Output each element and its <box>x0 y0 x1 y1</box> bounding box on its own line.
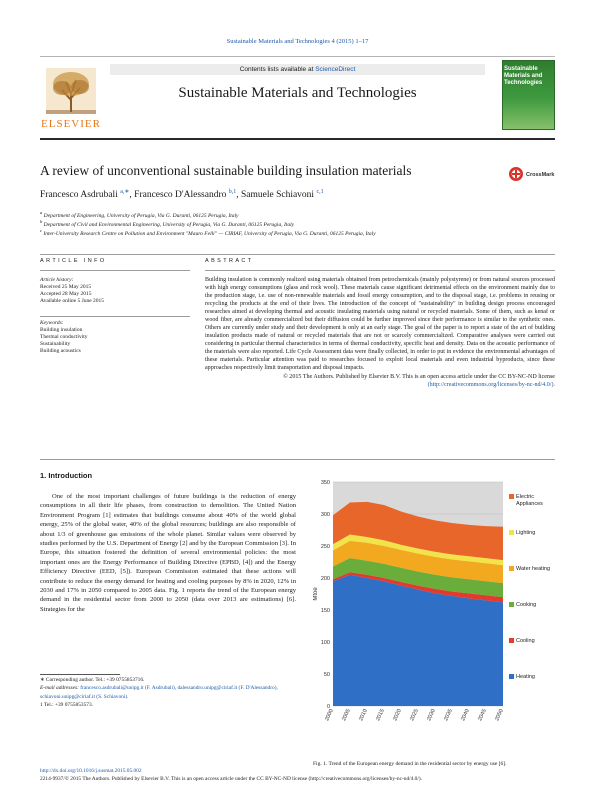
author-name: Francesco Asdrubali <box>40 190 118 201</box>
y-tick-label: 150 <box>320 608 330 614</box>
abstract-text <box>205 277 555 390</box>
x-tick-label: 2045 <box>477 708 488 722</box>
contents-line <box>110 64 485 75</box>
y-tick-label: 350 <box>320 480 330 486</box>
legend-label: Heating <box>516 674 535 680</box>
publisher-name: ELSEVIER <box>41 118 101 130</box>
keyword: Sustainability <box>40 341 71 347</box>
header-rule-top <box>40 56 555 57</box>
x-tick-label: 2005 <box>341 708 352 722</box>
corresponding-author-note: ∗ Corresponding author. Tel.: +39 0755853716. <box>40 677 145 683</box>
author-sup[interactable]: a,∗ <box>120 189 130 195</box>
affiliation-sup: a <box>40 210 43 215</box>
license-line <box>205 374 555 382</box>
x-tick-label: 2035 <box>443 708 454 722</box>
legend-label: Appliances <box>516 501 543 507</box>
legend-swatch <box>509 566 514 571</box>
x-tick-label: 2010 <box>358 708 369 722</box>
abstract-body: Building insulation is commonly realized using materials obtained from petrochemicals (mainly polystyrene) or from natural sources processed with high energy consumptions (glass and rock wool). These materials cause significant detrimental effects on the environment mainly due to the production stage, i.e. use of non-renewable materials and fossil energy consumption, and to the disposal stage, i.e. problems in reusing or recycling the products at the end of their lives. The introduction of the concept of "sustainability" in building design process encouraged researches aimed at developing thermal and acoustic insulating materials using natural or recycled materials. Some of them, such as kenaf or wood fiber, are already commercialized but their diffusion could be further improved since their performance is similar to the synthetic ones. Others are currently under study and their development is only at an early stage. The goal of the paper is to report a state of the art of building insulation products made of natural or recycled materials that are not or scarcely commercialized. Comparative analyses were carried out considering in particular thermal characteristics in terms of thermal conductivity, specific heat and density. Data on the acoustic performance of the materials were also reported. Life Cycle Assessment data were finally collected, in order to put in evidence the environmental advantages of these materials. Particular attention was paid to researches focused to exploit local materials and even industrial byproducts, since these approaches respectively limit transportation and disposal impacts. <box>205 277 555 371</box>
y-tick-label: 0 <box>326 704 330 710</box>
author-sup[interactable]: b,1 <box>228 189 237 195</box>
history-online: Available online 5 June 2015 <box>40 298 105 304</box>
legend-label: Water heating <box>516 566 551 572</box>
contents-prefix: Contents lists available at <box>239 66 316 73</box>
keyword: Building insulation <box>40 327 83 333</box>
history-received: Received 25 May 2015 <box>40 284 92 290</box>
abstract-rule <box>205 270 555 271</box>
email-label: E-mail addresses: <box>40 685 79 692</box>
x-tick-label: 2000 <box>324 708 335 722</box>
footnote-1: 1 Tel.: +39 0755853573. <box>40 702 94 709</box>
y-tick-label: 300 <box>320 512 330 518</box>
affiliation-sup: b <box>40 219 43 224</box>
license-url[interactable]: (http://creativecommons.org/licenses/by-nc-nd/4.0/). <box>427 381 555 388</box>
journal-cover-title: Sustainable Materials and Technologies <box>504 66 543 86</box>
affiliation-sup: c <box>40 228 43 233</box>
y-tick-label: 200 <box>320 576 330 582</box>
affiliation-a <box>40 210 555 219</box>
keywords <box>40 320 190 355</box>
legend-swatch <box>509 674 514 679</box>
y-tick-label: 100 <box>320 640 330 646</box>
legend-label: Lighting <box>516 530 536 536</box>
figure-1-chart <box>313 476 558 776</box>
x-tick-label: 2040 <box>460 708 471 722</box>
author-list: Francesco Asdrubali $^{a,∗}$, Francesco D'Alessandro $^{b,1}$, Samuele Schiavoni $^{c,1}$ <box>40 189 324 201</box>
email-addresses[interactable]: francesco.asdrubali@unipg.it (F. Asdrubali), dalessandro.unipg@ciriaf.it (F. D'Alessandro), schiavoni.unipg@ciriaf.it (S. Schiavoni). <box>40 685 278 700</box>
legend-swatch <box>509 494 514 499</box>
keywords-label: Keywords: <box>40 320 64 326</box>
affiliation-b <box>40 219 555 228</box>
doi-link[interactable]: http://dx.doi.org/10.1016/j.susmat.2015.05.002 <box>40 768 142 774</box>
legend-label: Cooling <box>516 638 535 644</box>
section-rule <box>40 459 555 460</box>
legend-swatch <box>509 602 514 607</box>
footnote-rule <box>40 674 120 675</box>
history-accepted: Accepted 28 May 2015 <box>40 291 92 297</box>
y-axis-label: Mtoe <box>313 587 319 601</box>
y-tick-label: 50 <box>323 672 330 678</box>
affiliation-c <box>40 228 555 237</box>
keyword: Thermal conductivity <box>40 334 88 340</box>
x-tick-label: 2025 <box>409 708 420 722</box>
sciencedirect-link[interactable]: ScienceDirect <box>315 66 356 73</box>
license-text: © 2015 The Authors. Published by Elsevier B.V. This is an open access article under the CC BY-NC-ND license <box>283 373 555 380</box>
history-label: Article history: <box>40 277 74 283</box>
article-title: A review of unconventional sustainable building insulation materials <box>40 163 412 178</box>
affiliation-text: Department of Engineering, University of Perugia, Via G. Duranti, 06125 Perugia, Italy <box>43 212 239 219</box>
y-tick-label: 250 <box>320 544 330 550</box>
abstract-label: ABSTRACT <box>205 258 254 264</box>
author-sup[interactable]: c,1 <box>316 189 324 195</box>
figure-caption: Fig. 1. Trend of the European energy demand in the residential sector by energy use [6]. <box>313 761 507 767</box>
article-history <box>40 277 190 305</box>
copyright-line: 2214-9937/© 2015 The Authors. Published by Elsevier B.V. This is an open access article under the CC BY-NC-ND license (http://creativecommons.org/licenses/by-nc-nd/4.0/). <box>40 775 423 782</box>
legend-label: Cooking <box>516 602 537 608</box>
info-rule <box>40 270 190 271</box>
affiliation-text: Department of Civil and Environmental Engineering, University of Perugia, Via G. Duranti, 06125 Perugia, Italy <box>43 221 295 228</box>
email-note <box>40 684 300 701</box>
keyword: Building acoustics <box>40 348 81 354</box>
x-tick-label: 2015 <box>375 708 386 722</box>
legend-swatch <box>509 530 514 535</box>
legend-swatch <box>509 638 514 643</box>
section-heading: 1. Introduction <box>40 471 93 480</box>
footnotes <box>40 676 300 710</box>
running-head <box>0 38 595 45</box>
intro-paragraph: One of the most important challenges of future buildings is the reduction of energy consumptions in all their life phases, from construction to demolition. The United Nation Environment Program [1] estimates that buildings consume about 40% of the world global energy, 25% of the global water, 40% of the global resources; buildings are also responsible of about 1/3 of greenhouse gas emissions of the whole planet. Similar values were observed by studies performed by the U.S. Department of Energy [2] and by the European Commission [3]. In Europe, this situation fostered the definition of several environmental policies: the most important ones are the Energy Performance of Building Directive (EPBD, [4]) and the Energy Efficiency Directive (EED, [5]). European Commission estimated that these actions will contribute to reduce the energy demand for heating and cooling purposes by 8% in 2020, 12% in 2030 and 17% in 2050 compared to 2005 data. Fig. 1 reports the trend of the European energy demand in the residential sector from 2000 to 2050 (data over 2013 are estimations) [6]. Strategies for the <box>40 493 296 613</box>
info-rule <box>40 316 190 317</box>
x-tick-label: 2030 <box>426 708 437 722</box>
license-url-line <box>205 382 555 390</box>
author-name: Samuele Schiavoni <box>240 190 315 201</box>
crossmark-label[interactable]: CrossMark <box>526 172 555 178</box>
journal-title: Sustainable Materials and Technologies <box>178 85 417 101</box>
legend-label: Electric <box>516 494 535 500</box>
x-tick-label: 2020 <box>392 708 403 722</box>
author-name: Francesco D'Alessandro <box>134 190 227 201</box>
running-head-link[interactable]: Sustainable Materials and Technologies 4 (2015) 1–17 <box>226 38 369 45</box>
affiliation-text: Inter-University Research Centre on Pollution and Environment "Mauro Felli" — CIRIAF, University of Perugia, Via G. Duranti, 06125 Perugia, Italy <box>43 230 376 237</box>
article-info-label: ARTICLE INFO <box>40 258 107 264</box>
header-rule-bottom <box>40 138 555 140</box>
x-tick-label: 2050 <box>494 708 505 722</box>
section-rule <box>40 254 555 255</box>
